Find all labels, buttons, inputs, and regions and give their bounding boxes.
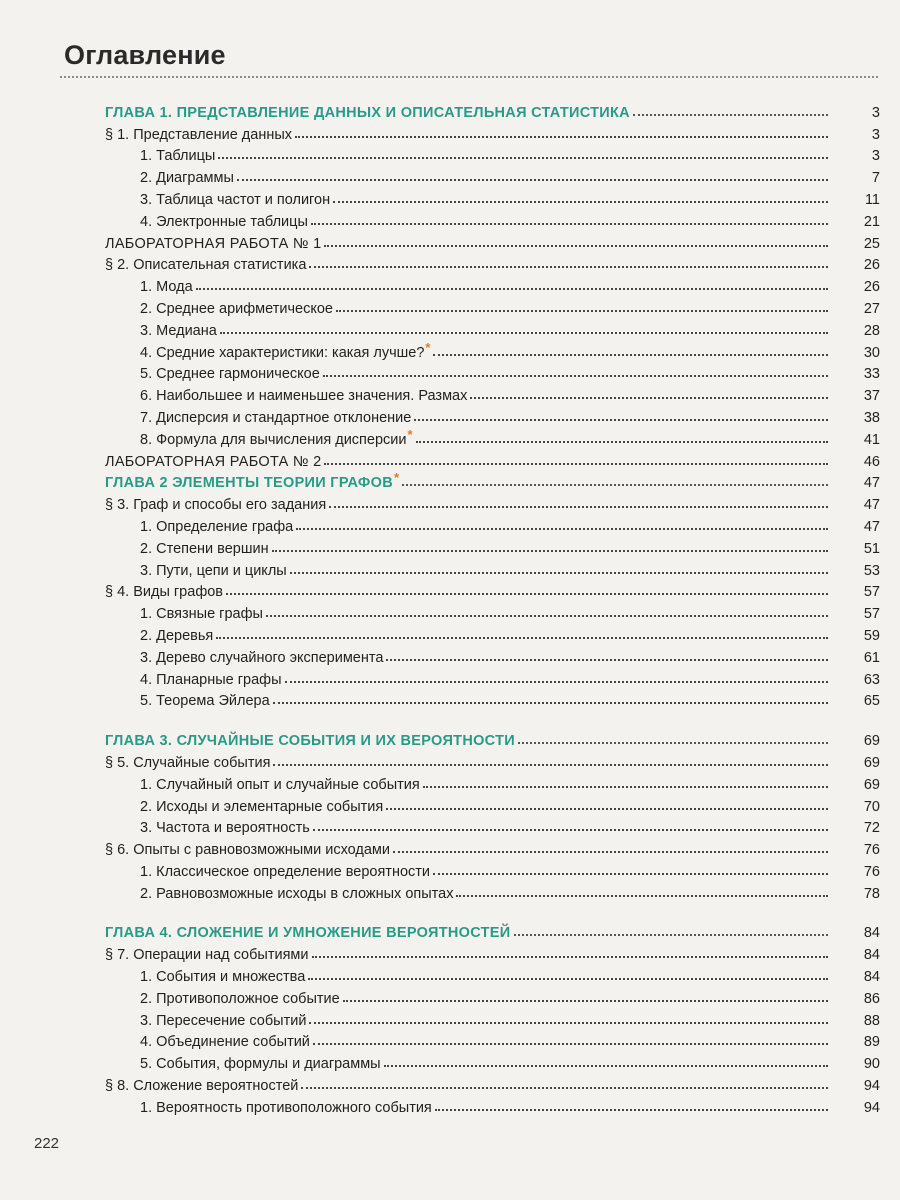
toc-page-number: 76 bbox=[863, 863, 880, 880]
toc-item-entry[interactable] bbox=[105, 688, 880, 710]
toc-entry-text: ЛАБОРАТОРНАЯ РАБОТА № 1 bbox=[105, 235, 322, 252]
dot-leader bbox=[290, 572, 828, 574]
toc-chapter-entry[interactable] bbox=[105, 99, 880, 121]
toc-entry-text: 2. Противоположное событие bbox=[140, 990, 340, 1007]
toc-entry-text: 4. Объединение событий bbox=[140, 1034, 310, 1051]
toc-item-entry[interactable] bbox=[105, 361, 880, 383]
toc-page-number: 76 bbox=[863, 842, 880, 859]
toc-entry-label bbox=[105, 127, 292, 143]
toc-entry-label bbox=[105, 236, 321, 252]
toc-entry-text: § 3. Граф и способы его задания bbox=[105, 497, 327, 514]
toc-entry-text: 1. Мода bbox=[140, 279, 193, 296]
toc-entry-text: § 1. Представление данных bbox=[105, 126, 293, 143]
toc-entry-label bbox=[105, 969, 305, 985]
toc-entry-label bbox=[105, 799, 383, 815]
toc-entry-text: ЛАБОРАТОРНАЯ РАБОТА № 2 bbox=[105, 453, 322, 470]
toc-page-number: 86 bbox=[863, 990, 880, 1007]
toc-page-number: 59 bbox=[863, 627, 880, 644]
toc-item-entry[interactable] bbox=[105, 426, 880, 448]
toc-entry-label bbox=[105, 628, 213, 644]
toc-entry-text: ГЛАВА 1. ПРЕДСТАВЛЕНИЕ ДАННЫХ И ОПИСАТЕЛЬНАЯ СТАТИСТИКА bbox=[105, 104, 630, 121]
toc-page-number: 46 bbox=[863, 453, 880, 470]
toc-entry-text: 4. Планарные графы bbox=[140, 671, 282, 688]
dot-leader bbox=[220, 332, 828, 334]
toc-chapter-entry[interactable] bbox=[105, 470, 880, 492]
toc-entry-label bbox=[105, 820, 310, 836]
dot-leader bbox=[216, 637, 828, 639]
page-title: Оглавление bbox=[64, 40, 226, 70]
toc-page-number: 47 bbox=[863, 475, 880, 492]
toc-page-number: 41 bbox=[863, 431, 880, 448]
toc-page-number: 72 bbox=[863, 820, 880, 837]
dot-leader bbox=[518, 742, 828, 744]
toc-entry-text: 1. Классическое определение вероятности bbox=[140, 863, 431, 880]
toc-entry-label bbox=[105, 366, 320, 382]
dot-leader bbox=[295, 136, 828, 138]
dot-leader bbox=[324, 463, 828, 465]
dot-leader bbox=[323, 375, 828, 377]
dot-leader bbox=[393, 851, 828, 853]
toc-page-number: 61 bbox=[863, 649, 880, 666]
dot-leader bbox=[456, 895, 828, 897]
toc-section-entry[interactable] bbox=[105, 579, 880, 601]
dot-leader bbox=[343, 1000, 828, 1002]
toc-entry-label bbox=[105, 388, 467, 404]
dot-leader bbox=[386, 659, 828, 661]
dot-leader bbox=[226, 593, 828, 595]
dot-leader bbox=[273, 702, 828, 704]
toc-page-number: 3 bbox=[871, 126, 880, 143]
toc-item-entry[interactable] bbox=[105, 985, 880, 1007]
toc-page-number: 63 bbox=[863, 671, 880, 688]
toc-page-number: 25 bbox=[863, 235, 880, 252]
toc-entry-label bbox=[105, 148, 215, 164]
toc-item-entry[interactable] bbox=[105, 317, 880, 339]
toc-section-entry[interactable] bbox=[105, 941, 880, 963]
toc-item-entry[interactable] bbox=[105, 644, 880, 666]
toc-item-entry[interactable] bbox=[105, 1050, 880, 1072]
toc-item-entry[interactable] bbox=[105, 513, 880, 535]
toc-chapter-entry[interactable] bbox=[105, 727, 880, 749]
toc-page-number: 69 bbox=[863, 754, 880, 771]
toc-entry-text: 5. Теорема Эйлера bbox=[140, 693, 270, 710]
toc-entry-label bbox=[105, 1034, 310, 1050]
toc-entry-label bbox=[105, 606, 263, 622]
toc-entry-text: 2. Деревья bbox=[140, 627, 214, 644]
toc-entry-label bbox=[105, 563, 287, 579]
dot-leader bbox=[311, 223, 828, 225]
toc-entry-text: ГЛАВА 2 ЭЛЕМЕНТЫ ТЕОРИИ ГРАФОВ bbox=[105, 475, 393, 492]
toc-entry-label bbox=[105, 864, 430, 880]
toc-entry-text: ГЛАВА 4. СЛОЖЕНИЕ И УМНОЖЕНИЕ ВЕРОЯТНОСТЕЙ bbox=[105, 925, 511, 942]
toc-entry-text: 1. События и множества bbox=[140, 969, 306, 986]
toc-entry-text: 4. Средние характеристики: какая лучше? bbox=[140, 344, 425, 361]
toc-item-entry[interactable] bbox=[105, 1007, 880, 1029]
toc-item-entry[interactable] bbox=[105, 295, 880, 317]
toc-entry-label bbox=[105, 1056, 381, 1072]
toc-page-number: 26 bbox=[863, 279, 880, 296]
toc-page-number: 84 bbox=[863, 925, 880, 942]
chapter-gap bbox=[105, 902, 880, 920]
page-number: 222 bbox=[34, 1135, 60, 1152]
toc-entry-text: 2. Исходы и элементарные события bbox=[140, 798, 384, 815]
toc-entry-text: § 4. Виды графов bbox=[105, 584, 224, 601]
toc-item-entry[interactable] bbox=[105, 622, 880, 644]
toc-page-number: 69 bbox=[863, 733, 880, 750]
toc-entry-label bbox=[105, 497, 326, 513]
toc-page-number: 30 bbox=[863, 344, 880, 361]
toc-page-number: 47 bbox=[863, 518, 880, 535]
toc-entry-label bbox=[105, 192, 330, 208]
dot-leader bbox=[433, 873, 828, 875]
toc-page-number: 11 bbox=[864, 191, 880, 208]
toc-item-entry[interactable] bbox=[105, 600, 880, 622]
asterisk-icon: * bbox=[425, 339, 431, 355]
toc-entry-label bbox=[105, 410, 411, 426]
toc-entry-text: § 2. Описательная статистика bbox=[105, 257, 307, 274]
toc-section-entry[interactable] bbox=[105, 749, 880, 771]
toc-page-number: 3 bbox=[871, 148, 880, 165]
toc-entry-text: 1. Определение графа bbox=[140, 518, 294, 535]
toc-entry-label bbox=[105, 693, 270, 709]
title-divider bbox=[60, 76, 878, 78]
asterisk-icon: * bbox=[407, 426, 413, 442]
dot-leader bbox=[312, 956, 829, 958]
toc-item-entry[interactable] bbox=[105, 535, 880, 557]
toc-page-number: 7 bbox=[871, 170, 880, 187]
toc-item-entry[interactable] bbox=[105, 382, 880, 404]
toc-item-entry[interactable] bbox=[105, 793, 880, 815]
toc-page-number: 84 bbox=[863, 969, 880, 986]
toc-entry-text: 2. Степени вершин bbox=[140, 540, 269, 557]
dot-leader bbox=[470, 397, 828, 399]
toc-entry-label bbox=[105, 755, 270, 771]
dot-leader bbox=[309, 1022, 828, 1024]
dot-leader bbox=[384, 1065, 828, 1067]
toc-entry-text: 2. Среднее арифметическое bbox=[140, 300, 333, 317]
toc-item-entry[interactable] bbox=[105, 143, 880, 165]
toc-entry-text: 4. Электронные таблицы bbox=[140, 213, 308, 230]
toc-page-number: 38 bbox=[863, 409, 880, 426]
toc-page-number: 53 bbox=[863, 562, 880, 579]
toc-page-number: 3 bbox=[871, 104, 880, 121]
dot-leader bbox=[333, 201, 828, 203]
toc-entry-text: 5. Среднее гармоническое bbox=[140, 366, 320, 383]
toc-entry-text: 3. Медиана bbox=[140, 322, 217, 339]
toc-entry-label bbox=[105, 925, 511, 941]
toc-page-number: 28 bbox=[863, 322, 880, 339]
toc-entry-label bbox=[105, 257, 306, 273]
toc-entry-text: 6. Наибольшее и наименьшее значения. Размах bbox=[140, 388, 468, 405]
dot-leader bbox=[272, 550, 828, 552]
toc-entry-text: 1. Случайный опыт и случайные события bbox=[140, 776, 420, 793]
toc-page-number: 21 bbox=[863, 213, 880, 230]
toc-entry-text: 5. События, формулы и диаграммы bbox=[140, 1056, 381, 1073]
toc-entry-label bbox=[105, 454, 321, 470]
toc-entry-label bbox=[105, 1013, 306, 1029]
dot-leader bbox=[218, 157, 828, 159]
toc-entry-text: 3. Пересечение событий bbox=[140, 1012, 307, 1029]
toc-item-entry[interactable] bbox=[105, 339, 880, 361]
toc-entry-label bbox=[105, 672, 282, 688]
toc-entry-label bbox=[105, 733, 515, 749]
toc-item-entry[interactable] bbox=[105, 1094, 880, 1116]
chapter-gap bbox=[105, 709, 880, 727]
dot-leader bbox=[329, 506, 828, 508]
toc-page-number: 37 bbox=[863, 388, 880, 405]
toc-entry-label bbox=[105, 541, 269, 557]
toc-entry-text: 2. Равновозможные исходы в сложных опытах bbox=[140, 885, 454, 902]
dot-leader bbox=[416, 441, 828, 443]
toc-entry-label bbox=[105, 650, 383, 666]
toc-entry-label bbox=[105, 170, 234, 186]
toc-entry-label bbox=[105, 323, 217, 339]
asterisk-icon: * bbox=[393, 470, 400, 486]
toc-chapter-entry[interactable] bbox=[105, 920, 880, 942]
toc-item-entry[interactable] bbox=[105, 666, 880, 688]
toc-entry-text: 3. Частота и вероятность bbox=[140, 820, 310, 837]
toc-entry-label bbox=[105, 279, 193, 295]
dot-leader bbox=[402, 484, 828, 486]
dot-leader bbox=[266, 615, 828, 617]
toc-page-number: 89 bbox=[863, 1034, 880, 1051]
toc-page-number: 69 bbox=[863, 776, 880, 793]
toc-entry-label bbox=[105, 947, 309, 963]
dot-leader bbox=[313, 1043, 828, 1045]
dot-leader bbox=[313, 829, 828, 831]
toc-page-number: 94 bbox=[863, 1078, 880, 1095]
toc-item-entry[interactable] bbox=[105, 557, 880, 579]
toc-entry-text: § 7. Операции над событиями bbox=[105, 947, 309, 964]
toc-item-entry[interactable] bbox=[105, 815, 880, 837]
toc-entry-label bbox=[105, 519, 293, 535]
dot-leader bbox=[336, 310, 828, 312]
dot-leader bbox=[273, 764, 828, 766]
toc-item-entry[interactable] bbox=[105, 1029, 880, 1051]
toc-page-number: 57 bbox=[863, 584, 880, 601]
toc-entry-label bbox=[105, 584, 223, 600]
toc-page-number: 78 bbox=[863, 885, 880, 902]
toc-item-entry[interactable] bbox=[105, 208, 880, 230]
toc-entry-text: § 5. Случайные события bbox=[105, 754, 271, 771]
toc-page-number: 47 bbox=[863, 497, 880, 514]
toc-page-number: 33 bbox=[863, 366, 880, 383]
toc-section-entry[interactable] bbox=[105, 252, 880, 274]
dot-leader bbox=[196, 288, 828, 290]
toc-page-number: 51 bbox=[863, 540, 880, 557]
toc-section-entry[interactable] bbox=[105, 491, 880, 513]
toc-section-entry[interactable] bbox=[105, 121, 880, 143]
toc-section-entry[interactable] bbox=[105, 1072, 880, 1094]
toc-entry-text: § 8. Сложение вероятностей bbox=[105, 1078, 299, 1095]
toc-entry-label bbox=[105, 842, 390, 858]
toc-entry-text: 7. Дисперсия и стандартное отклонение bbox=[140, 409, 412, 426]
toc-entry-label bbox=[105, 105, 630, 121]
toc-item-entry[interactable] bbox=[105, 186, 880, 208]
dot-leader bbox=[414, 419, 828, 421]
toc-entry-text: 1. Вероятность противоположного события bbox=[140, 1099, 432, 1116]
toc-section-entry[interactable] bbox=[105, 836, 880, 858]
toc-item-entry[interactable] bbox=[105, 880, 880, 902]
toc-page-number: 26 bbox=[863, 257, 880, 274]
table-of-contents bbox=[105, 99, 880, 1116]
toc-page-number: 84 bbox=[863, 947, 880, 964]
toc-entry-text: 3. Дерево случайного эксперимента bbox=[140, 649, 384, 666]
toc-entry-text: § 6. Опыты с равновозможными исходами bbox=[105, 842, 391, 859]
toc-entry-text: ГЛАВА 3. СЛУЧАЙНЫЕ СОБЫТИЯ И ИХ ВЕРОЯТНОСТИ bbox=[105, 733, 515, 750]
toc-entry-label bbox=[105, 301, 333, 317]
toc-item-entry[interactable] bbox=[105, 404, 880, 426]
dot-leader bbox=[308, 978, 828, 980]
toc-item-entry[interactable] bbox=[105, 273, 880, 295]
dot-leader bbox=[309, 266, 828, 268]
toc-entry-label bbox=[105, 470, 400, 492]
toc-lab-entry[interactable] bbox=[105, 448, 880, 470]
dot-leader bbox=[301, 1087, 828, 1089]
dot-leader bbox=[324, 245, 828, 247]
toc-entry-text: 1. Таблицы bbox=[140, 148, 216, 165]
toc-page-number: 65 bbox=[863, 693, 880, 710]
toc-entry-text: 1. Связные графы bbox=[140, 606, 263, 623]
toc-item-entry[interactable] bbox=[105, 771, 880, 793]
toc-item-entry[interactable] bbox=[105, 858, 880, 880]
toc-page-number: 27 bbox=[863, 300, 880, 317]
toc-page-number: 94 bbox=[863, 1099, 880, 1116]
toc-entry-text: 8. Формула для вычисления дисперсии bbox=[140, 431, 407, 448]
toc-entry-label bbox=[105, 777, 420, 793]
toc-lab-entry[interactable] bbox=[105, 230, 880, 252]
dot-leader bbox=[237, 179, 828, 181]
dot-leader bbox=[633, 114, 828, 116]
toc-entry-label bbox=[105, 991, 340, 1007]
dot-leader bbox=[435, 1109, 828, 1111]
toc-entry-text: 3. Таблица частот и полигон bbox=[140, 191, 331, 208]
toc-entry-label bbox=[105, 1078, 298, 1094]
toc-entry-label bbox=[105, 426, 413, 448]
toc-entry-text: 2. Диаграммы bbox=[140, 170, 234, 187]
toc-entry-label bbox=[105, 214, 308, 230]
dot-leader bbox=[423, 786, 828, 788]
dot-leader bbox=[433, 354, 828, 356]
toc-entry-text: 3. Пути, цепи и циклы bbox=[140, 562, 287, 579]
toc-entry-label bbox=[105, 1100, 432, 1116]
toc-entry-label bbox=[105, 339, 431, 361]
toc-page-number: 90 bbox=[863, 1056, 880, 1073]
toc-item-entry[interactable] bbox=[105, 164, 880, 186]
dot-leader bbox=[285, 681, 829, 683]
toc-page-number: 70 bbox=[863, 798, 880, 815]
dot-leader bbox=[386, 808, 828, 810]
dot-leader bbox=[296, 528, 828, 530]
dot-leader bbox=[514, 934, 829, 936]
toc-page-number: 57 bbox=[863, 606, 880, 623]
toc-item-entry[interactable] bbox=[105, 963, 880, 985]
toc-entry-label bbox=[105, 886, 453, 902]
toc-page-number: 88 bbox=[863, 1012, 880, 1029]
